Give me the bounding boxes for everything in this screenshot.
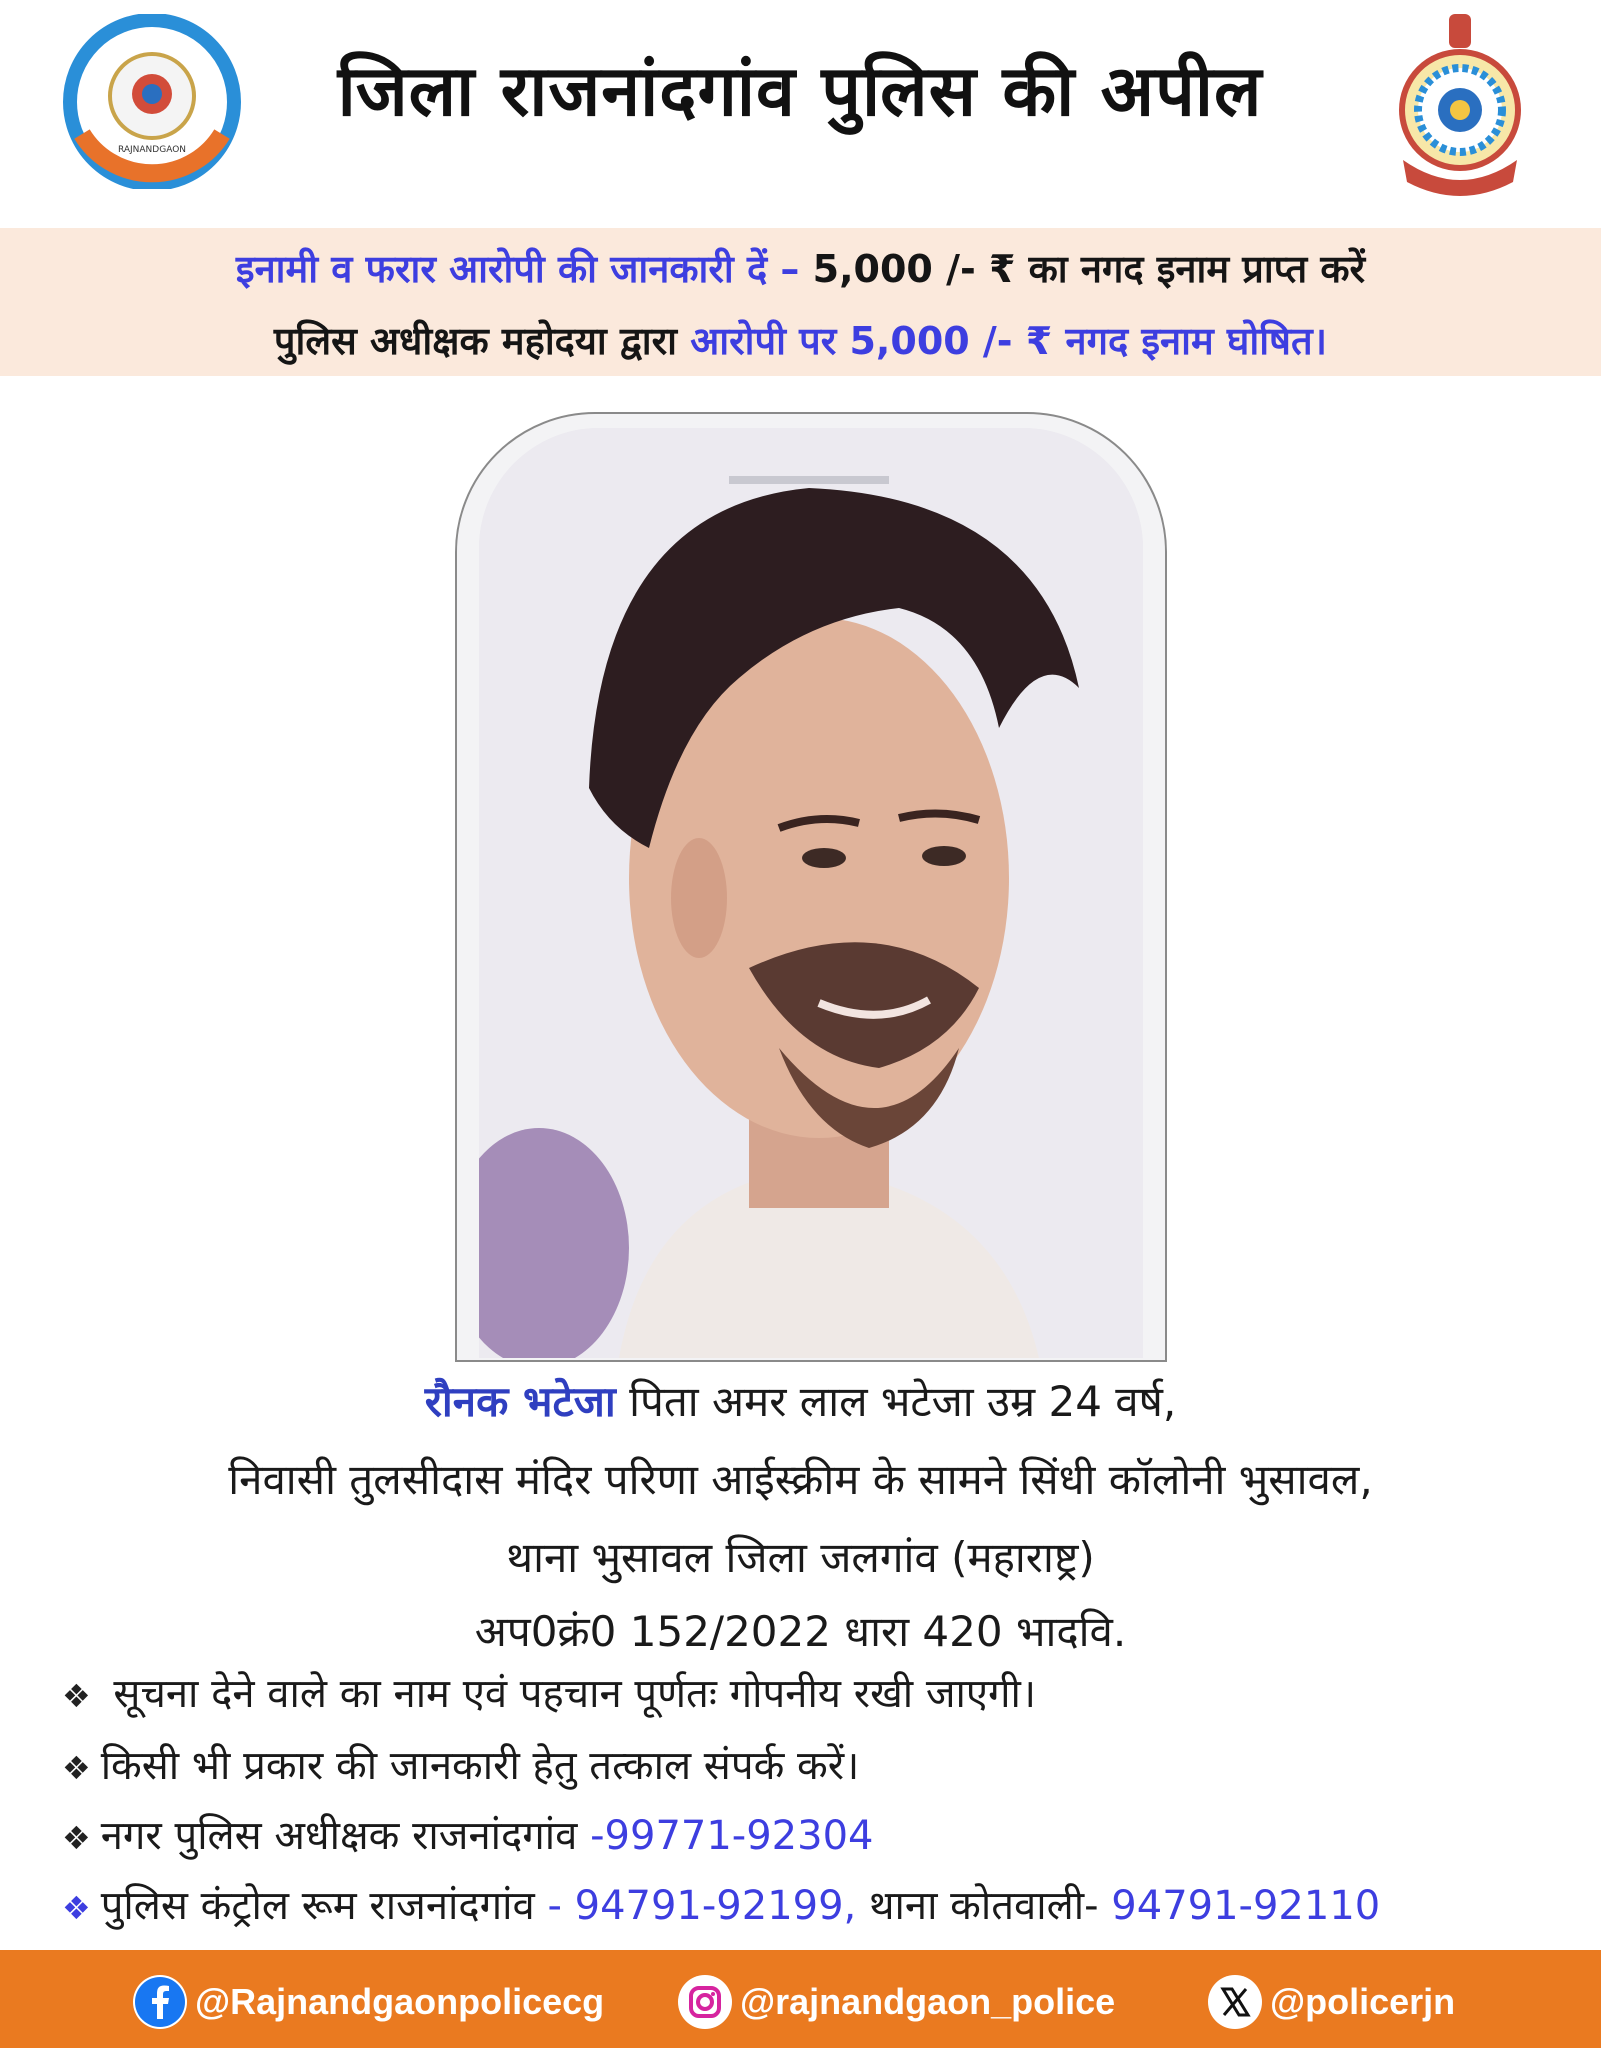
diamond-bullet-icon: ❖ [62,1677,91,1715]
accused-father-age: पिता अमर लाल भटेजा उम्र 24 वर्ष, [615,1377,1177,1426]
control-room-label: पुलिस कंट्रोल रूम राजनांदगांव [100,1883,548,1929]
note-confidentiality-text: सूचना देने वाले का नाम एवं पहचान पूर्णतः गोपनीय रखी जाएगी। [100,1671,1037,1717]
rajnandgaon-police-logo-icon [62,14,242,189]
kotwali-phone[interactable]: 94791-92110 [1111,1883,1381,1929]
accused-address-line: निवासी तुलसीदास मंदिर परिणा आईस्क्रीम के सामने सिंधी कॉलोनी भुसावल, [228,1455,1373,1504]
note-contact-immediately [62,1736,859,1791]
accused-photo-frame [455,412,1167,1362]
facebook-handle[interactable]: @Rajnandgaonpolicecg [195,1981,605,2022]
accused-photo [479,428,1143,1358]
diamond-bullet-icon: ❖ [62,1819,91,1857]
accused-name: रौनक भटेजा [424,1377,616,1426]
x-link[interactable] [1208,1972,1455,2032]
csp-phone[interactable]: -99771-92304 [590,1813,874,1859]
instagram-handle[interactable]: @rajnandgaon_police [740,1981,1116,2022]
note-control-room-contact [62,1876,1380,1931]
accused-case-number-line: अप0क्रं0 152/2022 धारा 420 भादवि. [474,1607,1127,1656]
note-csp-contact [62,1806,873,1861]
svg-text:RAJNANDGAON: RAJNANDGAON [117,145,187,155]
header [0,0,1601,228]
facebook-link[interactable] [133,1972,604,2032]
accused-name-line [0,1372,1601,1429]
x-icon [1208,1975,1262,2029]
accused-police-station-line: थाना भुसावल जिला जलगांव (महाराष्ट्र) [506,1533,1095,1582]
reward-line-1 [0,242,1601,294]
reward-line-1-part-1: इनामी व फरार आरोपी की जानकारी दें – [235,247,813,291]
x-handle[interactable]: @policerjn [1270,1981,1456,2022]
csp-label: नगर पुलिस अधीक्षक राजनांदगांव [100,1813,591,1859]
reward-line-2-part-1: पुलिस अधीक्षक महोदया द्वारा [273,319,691,363]
reward-line-1-part-2: 5,000 /- ₹ का नगद इनाम प्राप्त करें [812,247,1366,291]
diamond-bullet-icon: ❖ [62,1749,91,1787]
instagram-link[interactable] [678,1972,1115,2032]
reward-line-2-part-2: आरोपी पर 5,000 /- ₹ नगद इनाम घोषित। [690,319,1328,363]
note-confidentiality [62,1664,1036,1719]
diamond-bullet-icon: ❖ [62,1889,91,1927]
page-title: जिला राजनांदगांव पुलिस की अपील [337,50,1263,132]
instagram-icon [678,1975,732,2029]
reward-line-2 [0,314,1601,366]
chhattisgarh-police-emblem-icon [1395,10,1525,205]
facebook-icon [133,1975,187,2029]
kotwali-label: थाना कोतवाली- [856,1883,1112,1929]
control-room-phone[interactable]: - 94791-92199, [547,1883,857,1929]
note-contact-text: किसी भी प्रकार की जानकारी हेतु तत्काल संपर्क करें। [100,1743,860,1789]
